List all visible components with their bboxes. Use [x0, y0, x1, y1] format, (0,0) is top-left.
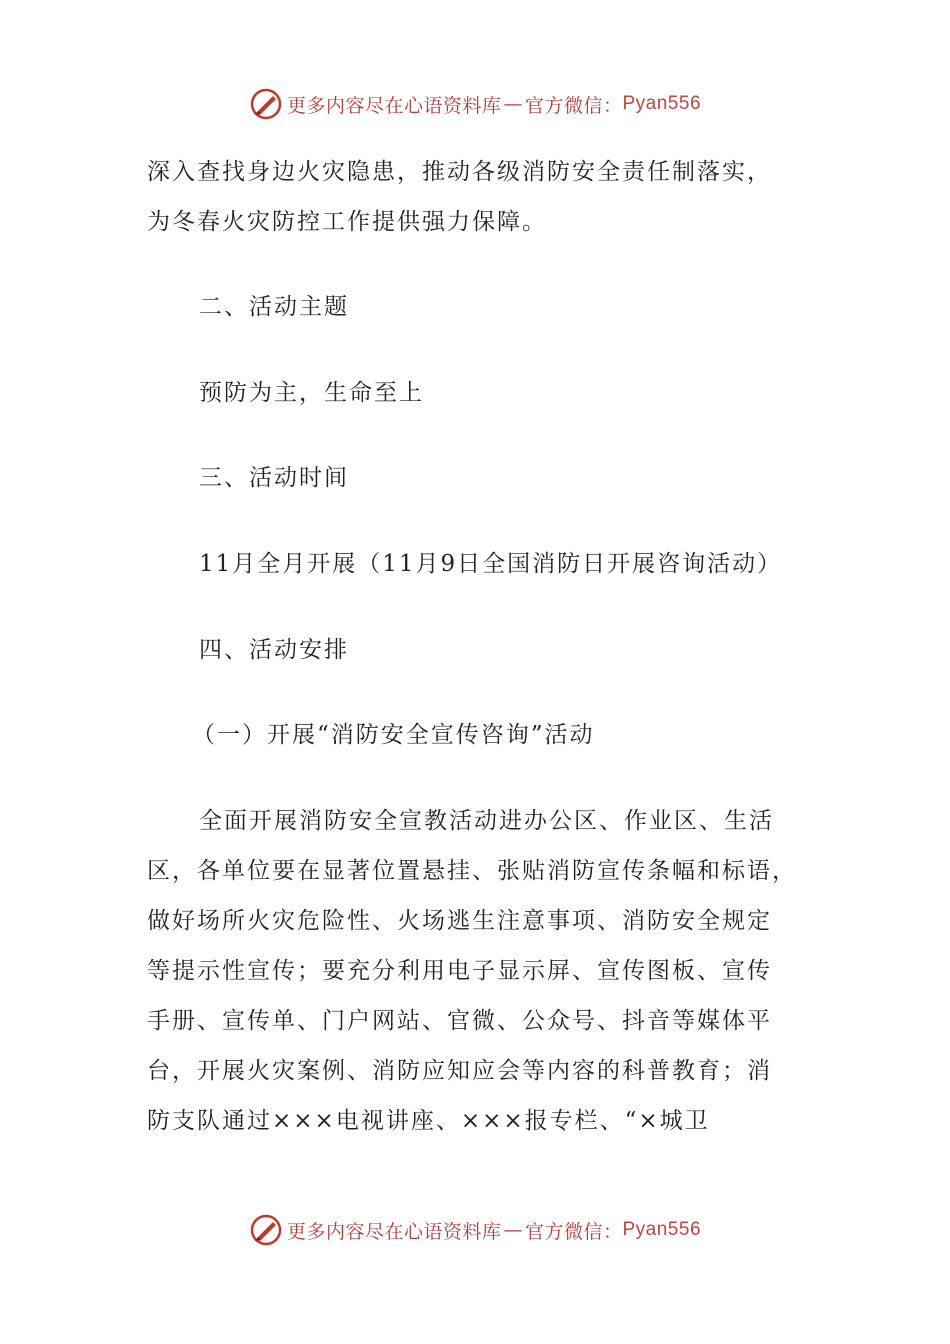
section-text-time: 11月全月开展（11月9日全国消防日开展咨询活动）: [199, 551, 783, 577]
watermark-dash: —: [503, 93, 523, 115]
section-heading-theme: 二、活动主题: [199, 294, 349, 320]
section-heading-arrangement: 四、活动安排: [199, 637, 349, 663]
watermark-wechat-id: Pyan556: [622, 93, 702, 114]
watermark-text: 更多内容尽在心语资料库: [286, 1220, 502, 1243]
watermark-text: 更多内容尽在心语资料库: [286, 94, 502, 117]
intro-line-2: 为冬春火灾防控工作提供强力保障。: [147, 209, 547, 235]
pen-logo-icon: [249, 1213, 283, 1247]
watermark-dash: —: [503, 1219, 523, 1241]
pen-logo-icon: [249, 87, 283, 121]
paragraph-line-1: 全面开展消防安全宣教活动进办公区、作业区、生活: [199, 808, 774, 834]
header-watermark: [0, 84, 950, 124]
paragraph-line-3: 做好场所火灾危险性、火场逃生注意事项、消防安全规定: [147, 908, 772, 934]
section-text-theme: 预防为主，生命至上: [199, 380, 424, 406]
intro-line-1: 深入查找身边火灾隐患，推动各级消防安全责任制落实，: [147, 159, 772, 185]
paragraph-line-6: 台，开展火灾案例、消防应知应会等内容的科普教育；消: [147, 1058, 772, 1084]
section-heading-time: 三、活动时间: [199, 465, 349, 491]
watermark-wechat-id: Pyan556: [622, 1219, 702, 1240]
subsection-heading-1: （一）开展“消防安全宣传咨询”活动: [192, 722, 595, 748]
watermark-label: 官方微信：: [524, 94, 623, 117]
footer-watermark: [0, 1210, 950, 1250]
paragraph-line-5: 手册、宣传单、门户网站、官微、公众号、抖音等媒体平: [147, 1008, 772, 1034]
paragraph-line-2: 区，各单位要在显著位置悬挂、张贴消防宣传条幅和标语，: [147, 858, 797, 884]
paragraph-line-4: 等提示性宣传；要充分利用电子显示屏、宣传图板、宣传: [147, 958, 772, 984]
paragraph-line-7: 防支队通过×××电视讲座、×××报专栏、“×城卫: [147, 1108, 710, 1134]
watermark-label: 官方微信：: [524, 1220, 623, 1243]
